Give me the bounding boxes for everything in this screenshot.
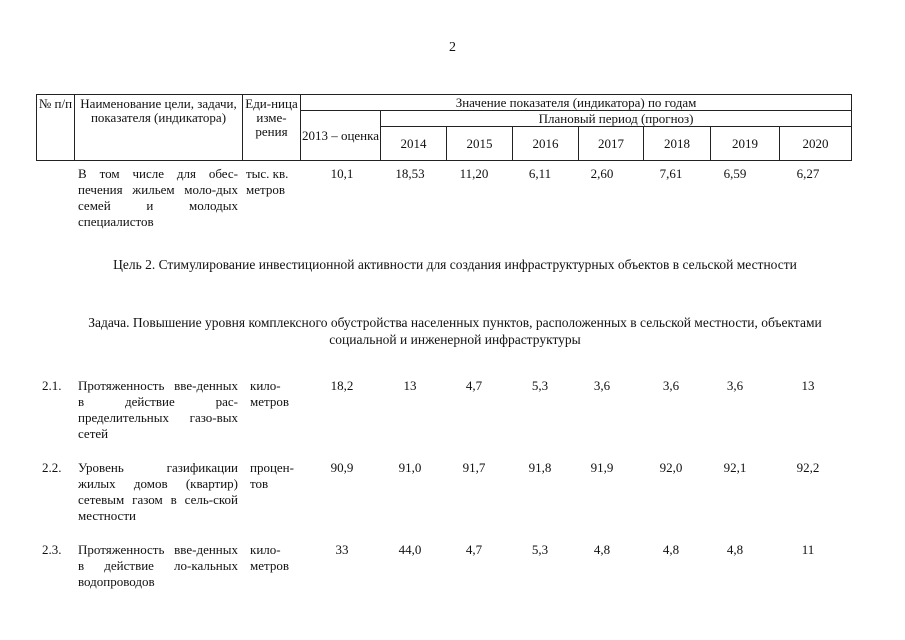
header-col-num: № п/п: [37, 95, 75, 161]
row-value-2015: 4,7: [465, 542, 483, 557]
row-value-2016: 91,8: [528, 460, 552, 475]
row-value-2016: 6,11: [528, 166, 552, 181]
row-name: Протяженность вве-денных в действие рас-пределительных газо-вых сетей: [78, 378, 238, 441]
row-number: 2.2.: [42, 460, 62, 475]
indicator-table-header: [36, 94, 852, 161]
row-value-2015: 91,7: [462, 460, 486, 475]
page-number: 2: [449, 40, 456, 55]
row-value-2020: 92,2: [796, 460, 820, 475]
goal-heading: Цель 2. Стимулирование инвестиционной активности для создания инфраструктурных объектов в сельской местности: [113, 257, 797, 272]
row-value-2019: 6,59: [723, 166, 747, 181]
header-year: 2020: [780, 127, 852, 161]
header-year: 2017: [579, 127, 644, 161]
row-value-2020: 11: [801, 542, 815, 557]
row-unit: тыс. кв. метров: [246, 166, 289, 197]
row-name: Протяженность вве-денных в действие ло-кальных водопроводов: [78, 542, 238, 589]
header-col-name: Наименование цели, задачи, показателя (индикатора): [75, 95, 243, 161]
row-value-2015: 11,20: [459, 166, 489, 181]
row-value-2019: 92,1: [723, 460, 747, 475]
row-value-2013: 10,1: [330, 166, 354, 181]
row-value-2016: 5,3: [531, 542, 549, 557]
row-value-2017: 2,60: [590, 166, 614, 181]
row-value-2018: 92,0: [659, 460, 683, 475]
row-value-2020: 13: [801, 378, 815, 393]
header-year: 2016: [513, 127, 579, 161]
task-heading: Задача. Повышение уровня комплексного обустройства населенных пунктов, расположенных в сельской местности, объектами социальной и инженерной инфраструктуры: [88, 315, 822, 347]
row-value-2014: 91,0: [398, 460, 422, 475]
row-name: Уровень газификации жилых домов (квартир) сетевым газом в сель-ской местности: [78, 460, 238, 523]
row-value-2018: 7,61: [659, 166, 683, 181]
header-year: 2019: [711, 127, 780, 161]
header-year: 2018: [644, 127, 711, 161]
header-col-plan: Плановый период (прогноз): [381, 111, 852, 127]
row-value-2019: 3,6: [726, 378, 744, 393]
row-value-2014: 13: [403, 378, 417, 393]
row-number: 2.1.: [42, 378, 62, 393]
header-col-estimate: 2013 – оценка: [301, 111, 381, 161]
row-value-2017: 3,6: [593, 378, 611, 393]
row-value-2013: 18,2: [330, 378, 354, 393]
row-value-2018: 3,6: [662, 378, 680, 393]
row-value-2016: 5,3: [531, 378, 549, 393]
row-unit: процен-тов: [250, 460, 294, 491]
row-number: 2.3.: [42, 542, 62, 557]
row-unit: кило-метров: [250, 542, 289, 573]
header-year: 2015: [447, 127, 513, 161]
row-value-2019: 4,8: [726, 542, 744, 557]
row-value-2014: 18,53: [395, 166, 425, 181]
header-col-values: Значение показателя (индикатора) по годам: [301, 95, 852, 111]
row-value-2020: 6,27: [796, 166, 820, 181]
row-value-2013: 33: [335, 542, 349, 557]
row-value-2017: 91,9: [590, 460, 614, 475]
row-value-2014: 44,0: [398, 542, 422, 557]
header-year: 2014: [381, 127, 447, 161]
row-value-2013: 90,9: [330, 460, 354, 475]
row-value-2018: 4,8: [662, 542, 680, 557]
row-unit: кило-метров: [250, 378, 289, 409]
row-name: В том числе для обес-печения жильем моло-дых семей и молодых специалистов: [78, 166, 238, 229]
row-value-2015: 4,7: [465, 378, 483, 393]
header-col-unit: Еди-ница изме-рения: [243, 95, 301, 161]
row-value-2017: 4,8: [593, 542, 611, 557]
